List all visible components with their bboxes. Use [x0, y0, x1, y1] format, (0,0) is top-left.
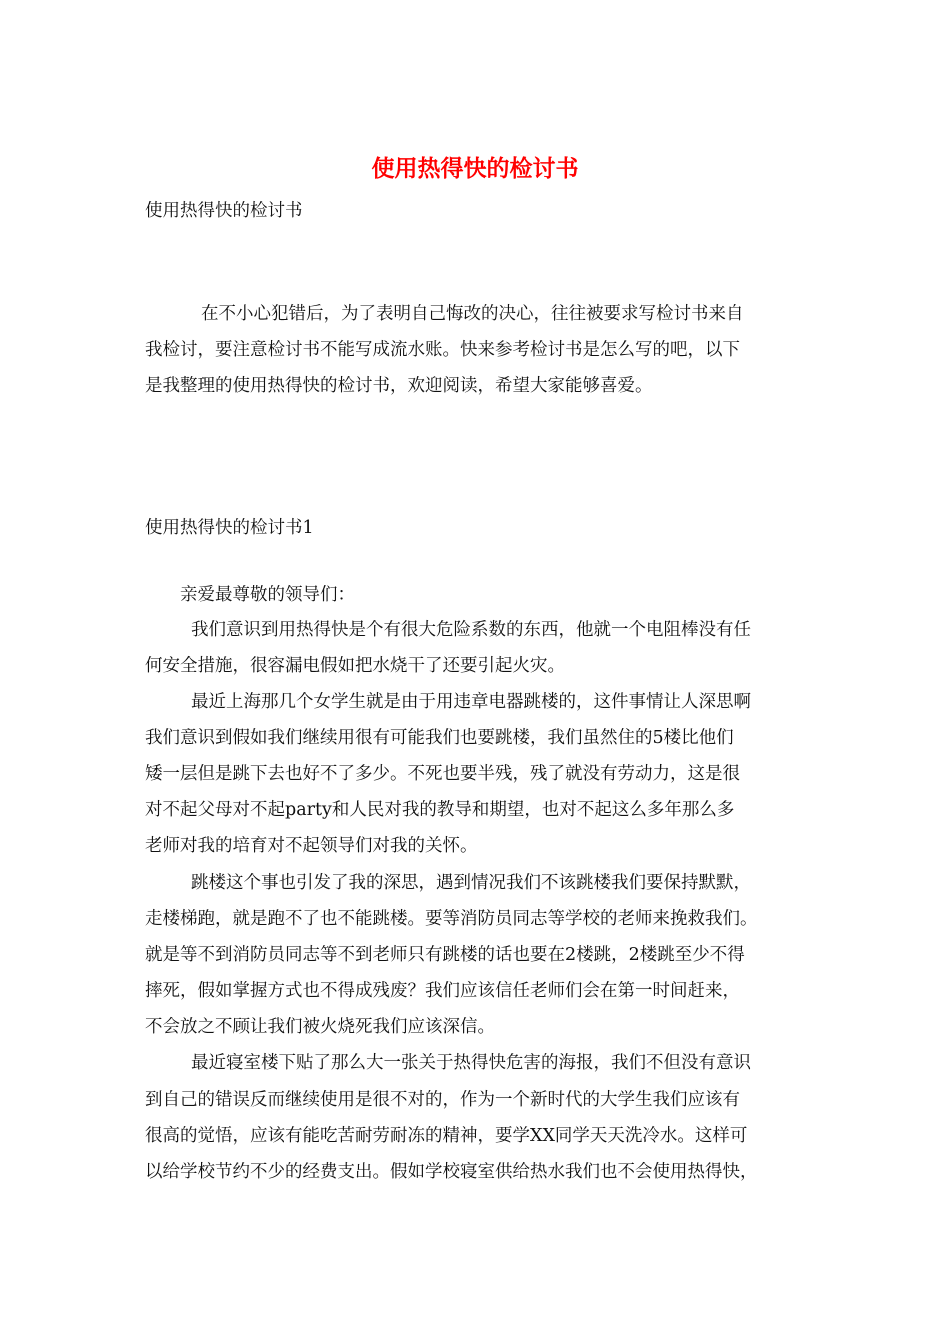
body-line: 何安全措施，很容漏电假如把水烧干了还要引起火灾。 — [145, 656, 565, 676]
intro-line: 我检讨，要注意检讨书不能写成流水账。快来参考检讨书是怎么写的吧，以下 — [145, 340, 740, 360]
body-line: 就是等不到消防员同志等不到老师只有跳楼的话也要在2楼跳，2楼跳至少不得 — [145, 945, 745, 965]
body-line: 走楼梯跑，就是跑不了也不能跳楼。要等消防员同志等学校的老师来挽救我们。 — [145, 909, 758, 929]
body-line: 我们意识到假如我们继续用很有可能我们也要跳楼，我们虽然住的5楼比他们 — [145, 728, 734, 748]
body-line: 摔死，假如掌握方式也不得成残废？我们应该信任老师们会在第一时间赶来， — [145, 981, 740, 1001]
body-line: 跳楼这个事也引发了我的深思，遇到情况我们不该跳楼我们要保持默默， — [191, 873, 751, 893]
body-line: 矮一层但是跳下去也好不了多少。不死也要半残，残了就没有劳动力，这是很 — [145, 764, 740, 784]
intro-line: 是我整理的使用热得快的检讨书，欢迎阅读，希望大家能够喜爱。 — [145, 376, 653, 396]
body-line: 以给学校节约不少的经费支出。假如学校寝室供给热水我们也不会使用热得快， — [145, 1162, 758, 1182]
intro-line: 在不小心犯错后，为了表明自己悔改的决心，往往被要求写检讨书来自 — [201, 304, 744, 324]
salutation: 亲爱最尊敬的领导们： — [180, 585, 355, 605]
body-line: 对不起父母对不起party和人民对我的教导和期望，也对不起这么多年那么多 — [145, 800, 735, 820]
body-line: 不会放之不顾让我们被火烧死我们应该深信。 — [145, 1017, 495, 1037]
body-line: 老师对我的培育对不起领导们对我的关怀。 — [145, 836, 478, 856]
document-title: 使用热得快的检讨书 — [371, 155, 579, 182]
body-line: 最近上海那几个女学生就是由于用违章电器跳楼的，这件事情让人深思啊 — [191, 692, 751, 712]
body-line: 很高的觉悟，应该有能吃苦耐劳耐冻的精神，要学XX同学天天洗冷水。这样可 — [145, 1126, 748, 1146]
body-line: 最近寝室楼下贴了那么大一张关于热得快危害的海报，我们不但没有意识 — [191, 1053, 751, 1073]
document-subtitle: 使用热得快的检讨书 — [145, 201, 303, 221]
body-line: 到自己的错误反而继续使用是很不对的，作为一个新时代的大学生我们应该有 — [145, 1090, 740, 1110]
body-line: 我们意识到用热得快是个有很大危险系数的东西，他就一个电阻棒没有任 — [191, 620, 751, 640]
section-heading: 使用热得快的检讨书1 — [145, 518, 314, 538]
